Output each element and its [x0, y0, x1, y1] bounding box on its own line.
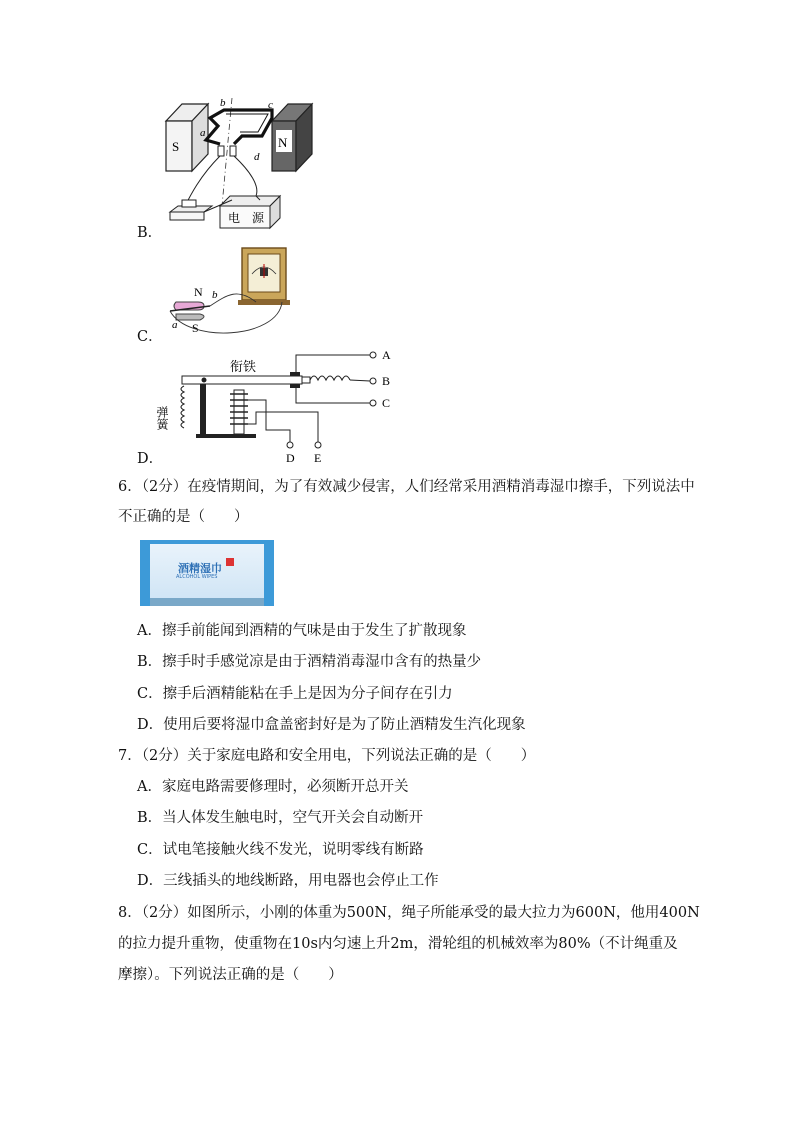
- power-supply-label: 电 源: [228, 211, 265, 225]
- magnet-s-label: S: [192, 321, 199, 335]
- option-c-label: [137, 326, 163, 347]
- red-cross-icon: [226, 558, 234, 566]
- alcohol-wipes-image: [140, 540, 274, 606]
- s-pole-label: S: [172, 139, 180, 154]
- conductor-label-a: a: [172, 319, 178, 331]
- option-d-text: D．: [137, 451, 164, 467]
- terminal-e-label: E: [314, 451, 322, 465]
- terminal-a-label: A: [382, 348, 391, 362]
- coil-label-b: b: [220, 97, 226, 109]
- option-b-label: [137, 222, 162, 243]
- armature-label: 衔铁: [230, 359, 257, 374]
- wipes-cn-text: 酒精湿巾: [178, 562, 222, 575]
- spring-label: 弹簧: [155, 406, 169, 430]
- q6-stem-line2: 不正确的是（ ）: [118, 509, 249, 525]
- q7-stem: 7．（2分）关于家庭电路和安全用电，下列说法正确的是（ ）: [118, 748, 536, 764]
- q6-option-a: A．擦手前能闻到酒精的气味是由于发生了扩散现象: [137, 623, 467, 639]
- magnet-n-label: N: [194, 285, 203, 299]
- coil-label-c: c: [268, 99, 273, 111]
- q6-option-d: D．使用后要将湿巾盒盖密封好是为了防止酒精发生汽化现象: [137, 717, 526, 733]
- coil-label-a: a: [200, 127, 206, 139]
- induction-figure: [168, 244, 298, 334]
- q6-option-c: C．擦手后酒精能粘在手上是因为分子间存在引力: [137, 686, 453, 702]
- q7-option-c: C．试电笔接触火线不发光，说明零线有断路: [137, 842, 424, 858]
- conductor-label-b: b: [212, 289, 218, 301]
- terminal-c-label: C: [382, 396, 391, 410]
- terminal-d-label: D: [286, 451, 295, 465]
- q8-stem-line1: 8．（2分）如图所示，小刚的体重为500N，绳子所能承受的最大拉力为600N，他用400N: [118, 905, 700, 921]
- q7-option-b: B．当人体发生触电时，空气开关会自动断开: [137, 810, 424, 826]
- q7-option-a: A．家庭电路需要修理时，必须断开总开关: [137, 779, 409, 795]
- relay-figure: [155, 346, 400, 466]
- q6-option-b: B．擦手时手感觉凉是由于酒精消毒湿巾含有的热量少: [137, 654, 482, 670]
- q7-option-d: D．三线插头的地线断路，用电器也会停止工作: [137, 873, 439, 889]
- terminal-b-label: B: [382, 374, 391, 388]
- q8-stem-line3: 摩擦）。下列说法正确的是（ ）: [118, 967, 343, 983]
- option-b-text: B．: [137, 225, 163, 241]
- motor-figure: [160, 96, 330, 231]
- option-c-text: C．: [137, 329, 163, 345]
- n-pole-label: N: [278, 135, 288, 150]
- q6-stem-line1: 6．（2分）在疫情期间，为了有效减少侵害，人们经常采用酒精消毒湿巾擦手，下列说法中: [118, 479, 695, 495]
- q8-stem-line2: 的拉力提升重物，使重物在10s内匀速上升2m，滑轮组的机械效率为80%（不计绳重及: [118, 936, 678, 952]
- coil-label-d: d: [254, 151, 260, 163]
- wipes-en-text: ALCOHOL WIPES: [176, 574, 218, 580]
